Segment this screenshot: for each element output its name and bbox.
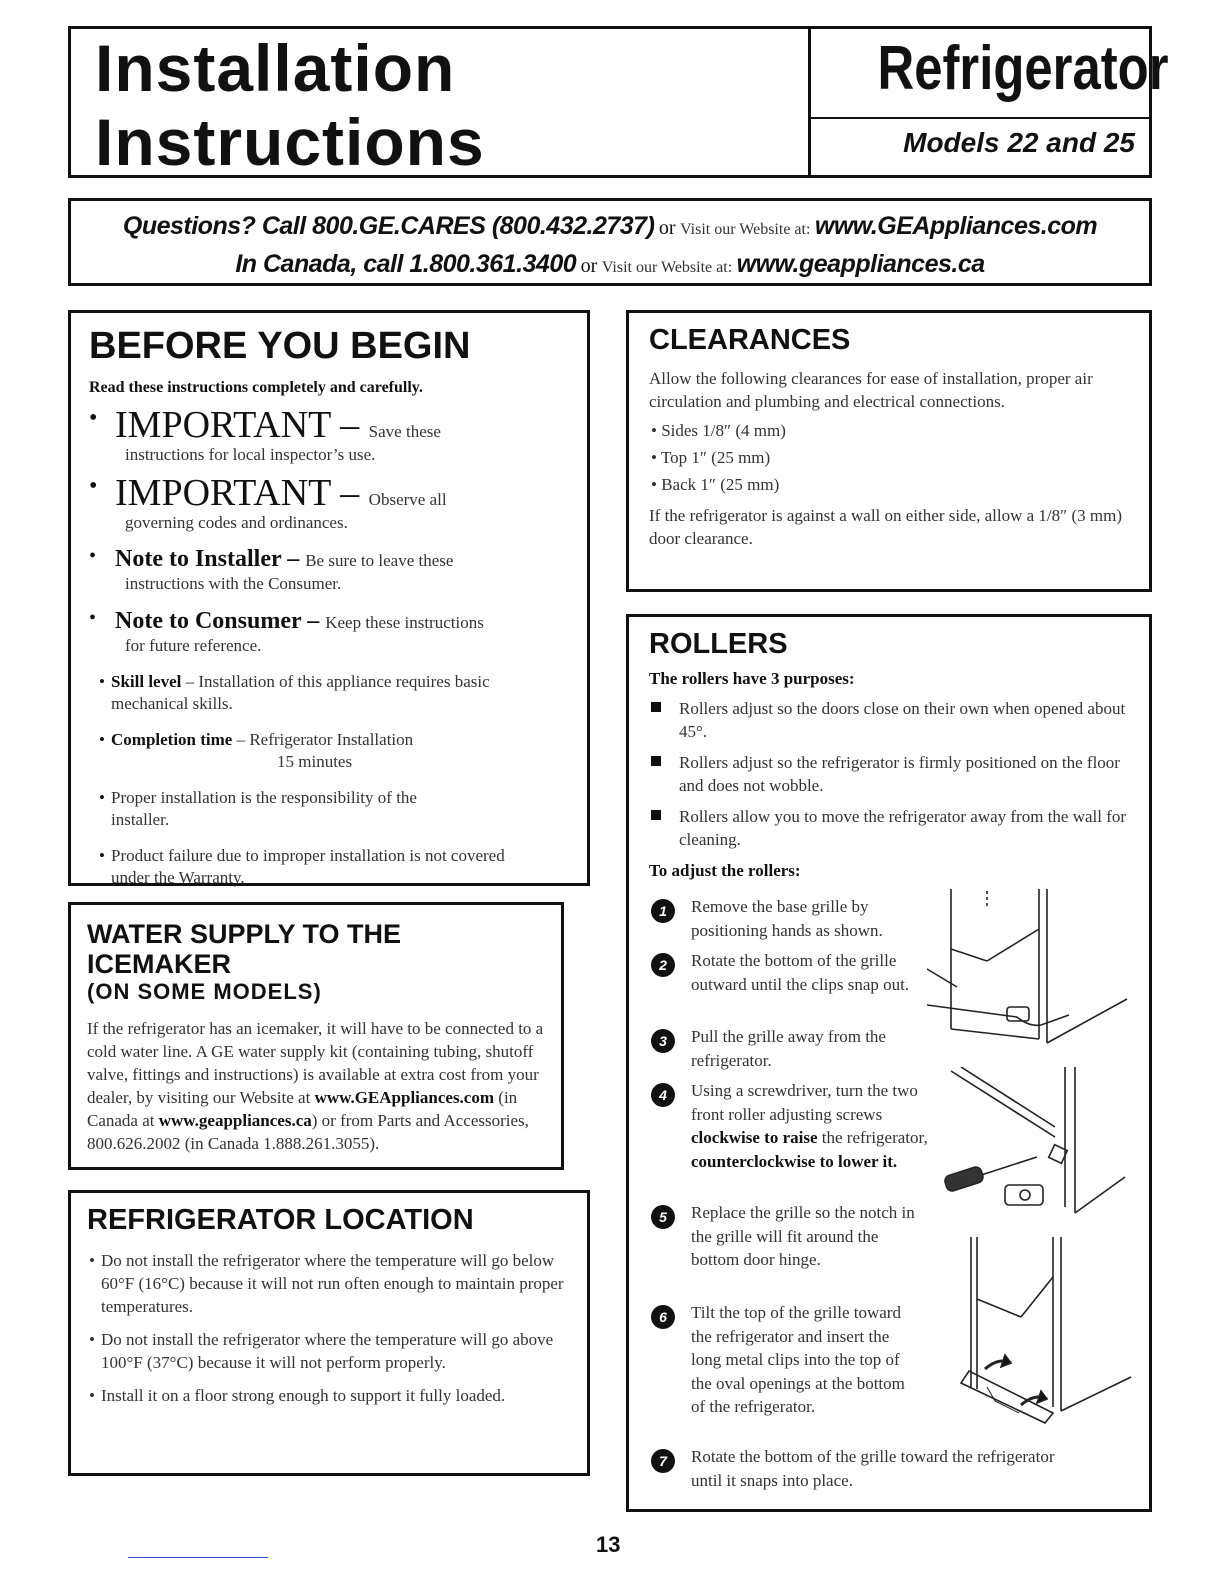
purpose-item xyxy=(649,805,1129,851)
or-text: or xyxy=(580,255,598,277)
rollers-section xyxy=(626,614,1152,1512)
title-banner xyxy=(68,26,1169,179)
square-bullet xyxy=(651,810,661,820)
step-number-icon: 2 xyxy=(651,953,675,977)
location-text: Install it on a floor strong enough to support it fully loaded. xyxy=(101,1386,506,1405)
bullet: • xyxy=(99,788,105,807)
purpose-item xyxy=(649,697,1129,743)
step-4 xyxy=(651,1079,951,1173)
location-item xyxy=(87,1249,571,1318)
title-line-2: Instructions xyxy=(95,105,485,179)
note-installer-item xyxy=(89,545,569,595)
important-item xyxy=(89,473,569,533)
step-emphasis: clockwise to raise xyxy=(691,1128,818,1147)
dash: – xyxy=(330,472,369,514)
item-text-cont: governing codes and ordinances. xyxy=(125,513,348,532)
section-subtitle: (ON SOME MODELS) xyxy=(87,979,322,1004)
section-title: ROLLERS xyxy=(649,628,788,660)
section-title: BEFORE YOU BEGIN xyxy=(89,325,471,367)
step-text-part: the refrigerator, xyxy=(817,1128,928,1147)
clearances-intro: Allow the following clearances for ease of installation, proper air circulation and plumbing and electrical connections. xyxy=(649,369,1093,411)
clearance-item: • Sides 1/8″ (4 mm) xyxy=(651,421,786,440)
note-consumer-item xyxy=(89,607,569,657)
bullet: • xyxy=(89,545,97,567)
section-title: REFRIGERATOR LOCATION xyxy=(87,1204,474,1236)
step-text-part: Using a screwdriver, turn the two front roller adjusting screws xyxy=(691,1081,918,1124)
bullet: • xyxy=(99,672,105,691)
step-text: Remove the base grille by positioning hands as shown. xyxy=(691,897,883,940)
banner-divider xyxy=(808,29,811,175)
intro-text: Read these instructions completely and carefully. xyxy=(89,379,423,396)
step-text: Replace the grille so the notch in the grille will fit around the bottom door hinge. xyxy=(691,1203,915,1269)
location-text: Do not install the refrigerator where the temperature will go above 100°F (37°C) because it will not perform properly. xyxy=(101,1330,554,1372)
document-title xyxy=(95,31,485,179)
important-item xyxy=(89,405,569,465)
responsibility-item xyxy=(89,787,469,831)
time-head: Completion time xyxy=(111,730,233,749)
adjust-heading: To adjust the rollers: xyxy=(649,861,801,880)
bullet: • xyxy=(89,1386,95,1405)
visit-text: Visit our Website at: xyxy=(680,221,811,238)
step-number-icon: 3 xyxy=(651,1029,675,1053)
contact-us-line xyxy=(71,209,1149,247)
step-text xyxy=(691,1079,951,1173)
step-3 xyxy=(651,1025,941,1072)
purpose-text: Rollers adjust so the doors close on their own when opened about 45°. xyxy=(679,699,1126,741)
item-text: Save these xyxy=(368,422,441,441)
dash: – xyxy=(281,546,306,572)
step-text: Rotate the bottom of the grille toward the refrigerator until it snaps into place. xyxy=(691,1447,1055,1490)
step-number-icon: 5 xyxy=(651,1205,675,1229)
location-item xyxy=(87,1328,571,1374)
bullet: • xyxy=(89,473,98,499)
visit-text: Visit our Website at: xyxy=(601,259,733,276)
step-emphasis: counterclockwise to lower it. xyxy=(691,1151,898,1171)
clearance-item: • Top 1″ (25 mm) xyxy=(651,448,771,467)
item-text-cont: instructions for local inspector’s use. xyxy=(125,445,376,464)
us-website-link[interactable]: www.GEAppliances.com xyxy=(314,1088,495,1107)
canada-website-link[interactable]: www.geappliances.ca xyxy=(736,250,985,278)
item-head: IMPORTANT xyxy=(115,472,331,514)
models-label: Models 22 and 25 xyxy=(903,127,1135,158)
contact-canada-line xyxy=(71,247,1149,285)
dash: – xyxy=(301,608,326,634)
grille-removal-illustration xyxy=(927,889,1137,1067)
step-1 xyxy=(651,895,941,942)
water-paragraph xyxy=(87,1017,545,1155)
screwdriver-illustration xyxy=(915,1067,1135,1217)
step-text: Rotate the bottom of the grille outward until the clips snap out. xyxy=(691,951,910,994)
clearances-note: If the refrigerator is against a wall on either side, allow a 1/8″ (3 mm) door clearance. xyxy=(649,506,1123,548)
step-2 xyxy=(651,949,941,996)
step-5 xyxy=(651,1201,921,1272)
item-text: Be sure to leave these xyxy=(305,551,454,570)
page-number: 13 xyxy=(596,1532,621,1557)
warranty-item xyxy=(89,845,509,889)
before-you-begin-section xyxy=(68,310,590,886)
section-title: WATER SUPPLY TO THE ICEMAKER xyxy=(87,919,402,979)
purpose-text: Rollers allow you to move the refrigerator away from the wall for cleaning. xyxy=(679,807,1127,849)
bullet: • xyxy=(89,607,97,629)
or-text: or xyxy=(658,217,676,239)
item-text: Keep these instructions xyxy=(325,613,484,632)
item-text-cont: for future reference. xyxy=(125,636,262,655)
location-item xyxy=(87,1384,571,1407)
step-7 xyxy=(651,1445,1071,1492)
location-text: Do not install the refrigerator where the temperature will go below 60°F (16°C) because it will not run often enough to maintain proper temperatures. xyxy=(101,1251,564,1316)
time-text: – Refrigerator Installation xyxy=(232,730,414,749)
step-number-icon: 6 xyxy=(651,1305,675,1329)
step-text: Pull the grille away from the refrigerator. xyxy=(691,1027,886,1070)
step-6 xyxy=(651,1301,921,1419)
step-text: Tilt the top of the grille toward the refrigerator and insert the long metal clips into the top of the oval openings at the bottom of the refrigerator. xyxy=(691,1303,905,1416)
bullet: • xyxy=(89,405,98,431)
skill-text: – Installation of this appliance requires basic mechanical skills. xyxy=(111,672,490,713)
clearances-section xyxy=(626,310,1152,592)
product-name: Refrigerator xyxy=(877,34,1169,103)
item-text-cont: instructions with the Consumer. xyxy=(125,574,342,593)
square-bullet xyxy=(651,756,661,766)
contact-box xyxy=(68,198,1152,286)
step-number-icon: 7 xyxy=(651,1449,675,1473)
grille-install-illustration xyxy=(941,1237,1141,1437)
water-text: ) or from Parts and Accessories, 800.626.2002 (in Canada 1.888.261.3055). xyxy=(87,1111,529,1153)
item-text: Observe all xyxy=(368,490,447,509)
time-value: 15 minutes xyxy=(277,752,353,771)
skill-level-item xyxy=(89,671,539,715)
canada-website-link[interactable]: www.geappliances.ca xyxy=(158,1111,312,1130)
responsibility-text: Proper installation is the responsibility of the installer. xyxy=(111,788,417,829)
square-bullet xyxy=(651,702,661,712)
title-line-1: Installation xyxy=(95,31,456,105)
us-website-link[interactable]: www.GEAppliances.com xyxy=(814,212,1098,240)
warranty-text: Product failure due to improper installation is not covered under the Warranty. xyxy=(111,846,505,887)
purpose-item xyxy=(649,751,1129,797)
water-text: (in Canada at xyxy=(87,1088,518,1130)
section-title: CLEARANCES xyxy=(649,324,851,356)
product-rule xyxy=(811,117,1149,119)
footer-rule xyxy=(128,1557,268,1558)
item-head: Note to Consumer xyxy=(115,608,302,634)
bullet: • xyxy=(99,730,105,749)
clearance-item: • Back 1″ (25 mm) xyxy=(651,475,780,494)
us-phone-text: Questions? Call 800.GE.CARES (800.432.2737) xyxy=(122,212,655,240)
bullet: • xyxy=(89,1330,95,1349)
bullet: • xyxy=(89,1251,95,1270)
refrigerator-location-section xyxy=(68,1190,590,1476)
dash: – xyxy=(330,404,369,446)
skill-head: Skill level xyxy=(111,672,182,691)
item-head: IMPORTANT xyxy=(115,404,331,446)
water-text: If the refrigerator has an icemaker, it will have to be connected to a cold water line. A GE water supply kit (containing tubing, shutoff valve, fittings and instructions) is available at extra cost from your dealer, by visiting our Website at xyxy=(87,1019,544,1107)
bullet: • xyxy=(99,846,105,865)
item-head: Note to Installer xyxy=(115,546,282,572)
water-supply-section xyxy=(68,902,564,1170)
completion-time-item xyxy=(89,729,569,773)
step-number-icon: 1 xyxy=(651,899,675,923)
step-number-icon: 4 xyxy=(651,1083,675,1107)
purpose-text: Rollers adjust so the refrigerator is firmly positioned on the floor and does not wobble. xyxy=(679,753,1120,795)
purposes-heading: The rollers have 3 purposes: xyxy=(649,669,855,688)
canada-phone-text: In Canada, call 1.800.361.3400 xyxy=(235,250,577,278)
